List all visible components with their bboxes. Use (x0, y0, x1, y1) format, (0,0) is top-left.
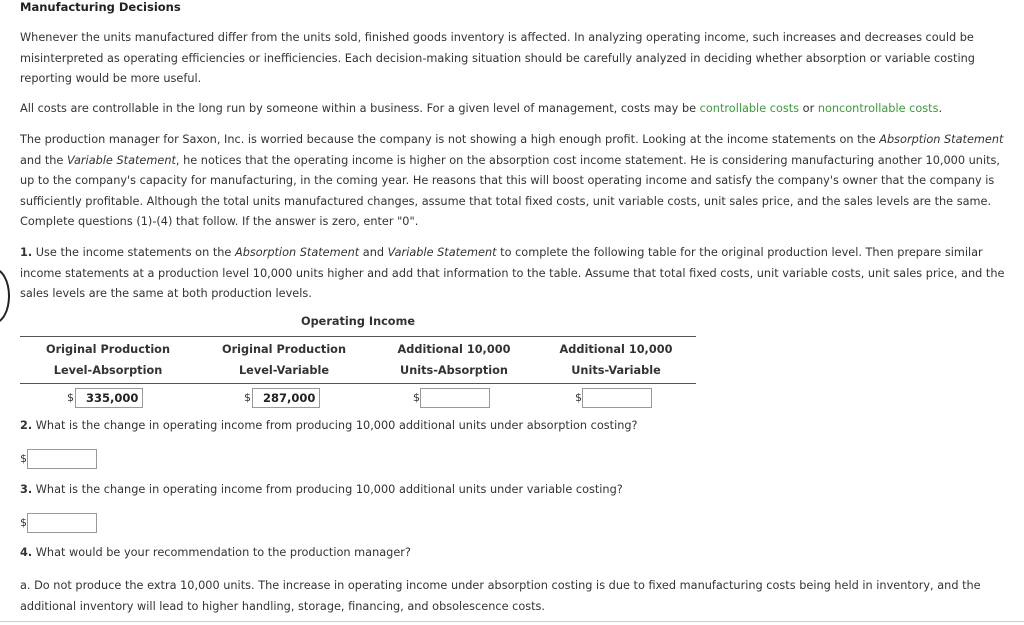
column-header-additional-absorption (366, 340, 542, 381)
header-line-1: Additional 10,000 (559, 343, 673, 356)
question-4-text: What would be your recommendation to the production manager? (32, 546, 411, 559)
column-header-original-absorption (20, 340, 196, 381)
question-3-text: What is the change in operating income from producing 10,000 additional units under variable costing? (32, 483, 623, 496)
scenario-paragraph (20, 130, 1016, 233)
original-variable-input[interactable]: 287,000 (252, 388, 320, 408)
question-4-number: 4. (20, 546, 33, 559)
currency-symbol: $ (67, 391, 74, 404)
q1-variable-ref: Variable Statement (387, 246, 497, 259)
currency-symbol: $ (413, 391, 420, 404)
answer-option-a[interactable]: a. Do not produce the extra 10,000 units. The increase in operating income under absorption costing is due to fixed manufacturing costs being held in inventory, and the additional inventory will lead to higher handling, storage, financing, and obsolescence costs. (20, 579, 981, 613)
question-2-text: What is the change in operating income from producing 10,000 additional units under absorption costing? (32, 419, 638, 432)
table-top-rule (20, 336, 696, 337)
q1-absorption-ref: Absorption Statement (234, 246, 360, 259)
additional-absorption-input[interactable] (420, 388, 490, 408)
header-line-2: Level-Variable (238, 363, 330, 377)
scenario-text-1: The production manager for Saxon, Inc. is worried because the company is not showing a high enough profit. Looking at the income statements on the (20, 133, 880, 146)
column-header-additional-variable (528, 340, 704, 381)
header-line-1: Additional 10,000 (397, 343, 511, 356)
header-line-1: Original Production (46, 343, 170, 356)
bottom-divider (0, 621, 1024, 622)
intro-paragraph: Whenever the units manufactured differ from the units sold, finished goods inventory is affected. In analyzing operating income, such increases and decreases could be misinterpreted as operating efficiencies or inefficiencies. Each decision-making situation should be carefully analyzed in deciding whether absorption or variable costing reporting would be more useful. (20, 31, 975, 85)
variable-statement-ref: Variable Statement (66, 153, 176, 167)
question-4 (20, 546, 411, 559)
q1-text-1: Use the income statements on the (32, 246, 235, 259)
question-1 (20, 243, 1016, 305)
q1-text-2: and (359, 246, 388, 259)
currency-symbol: $ (244, 391, 251, 404)
question-3 (20, 483, 623, 496)
table-header-rule (20, 383, 696, 384)
variable-change-input[interactable] (27, 513, 97, 533)
currency-symbol: $ (20, 452, 27, 465)
table-title: Operating Income (300, 315, 416, 328)
column-header-original-variable (196, 340, 372, 381)
absorption-change-input[interactable] (27, 449, 97, 469)
q1-text-3: to complete the following table for the original production level. Then prepare similar income statements at a production level 10,000 units higher and add that information to the table. Assume that total fixed costs, unit variable costs, unit sales price, and the sales levels are the same at both production levels. (20, 246, 1005, 300)
header-line-2: Level-Absorption (53, 363, 163, 377)
scroll-indicator (0, 268, 10, 324)
additional-variable-input[interactable] (582, 388, 652, 408)
question-2 (20, 419, 638, 432)
question-3-answer (20, 513, 100, 534)
header-line-2: Units-Absorption (400, 363, 508, 377)
cell-additional-variable (575, 388, 655, 409)
costs-end: . (938, 102, 943, 115)
question-2-number: 2. (20, 419, 33, 432)
header-line-1: Original Production (222, 343, 346, 356)
scenario-text-2: and the (20, 153, 67, 167)
absorption-statement-ref: Absorption Statement (879, 133, 1004, 146)
page-title: Manufacturing Decisions (20, 0, 181, 14)
header-line-2: Units-Variable (571, 363, 661, 377)
controllable-costs-link[interactable]: controllable costs (699, 102, 800, 115)
costs-or: or (799, 102, 818, 115)
cell-original-absorption (67, 388, 147, 409)
currency-symbol: $ (575, 391, 582, 404)
cell-additional-absorption (413, 388, 493, 409)
costs-paragraph (20, 99, 1016, 120)
cell-original-variable (244, 388, 324, 409)
question-1-number: 1. (20, 246, 33, 259)
question-3-number: 3. (20, 483, 33, 496)
original-absorption-input[interactable]: 335,000 (75, 388, 143, 408)
noncontrollable-costs-link[interactable]: noncontrollable costs (817, 102, 939, 115)
question-2-answer (20, 449, 100, 470)
currency-symbol: $ (20, 516, 27, 529)
scenario-text-3: , he notices that the operating income is higher on the absorption cost income statement. He is considering manufacturing another 10,000 units, up to the company's capacity for manufacturing, in the coming year. He reasons that this will boost operating income and satisfy the company's owner that the company is sufficiently profitable. Although the total units manufactured changes, assume that total fixed costs, unit variable costs, unit sales price, and the sales levels are the same. Complete questions (1)-(4) that follow. If the answer is zero, enter "0". (20, 153, 1000, 228)
costs-text: All costs are controllable in the long run by someone within a business. For a given level of management, costs may be (20, 102, 700, 115)
